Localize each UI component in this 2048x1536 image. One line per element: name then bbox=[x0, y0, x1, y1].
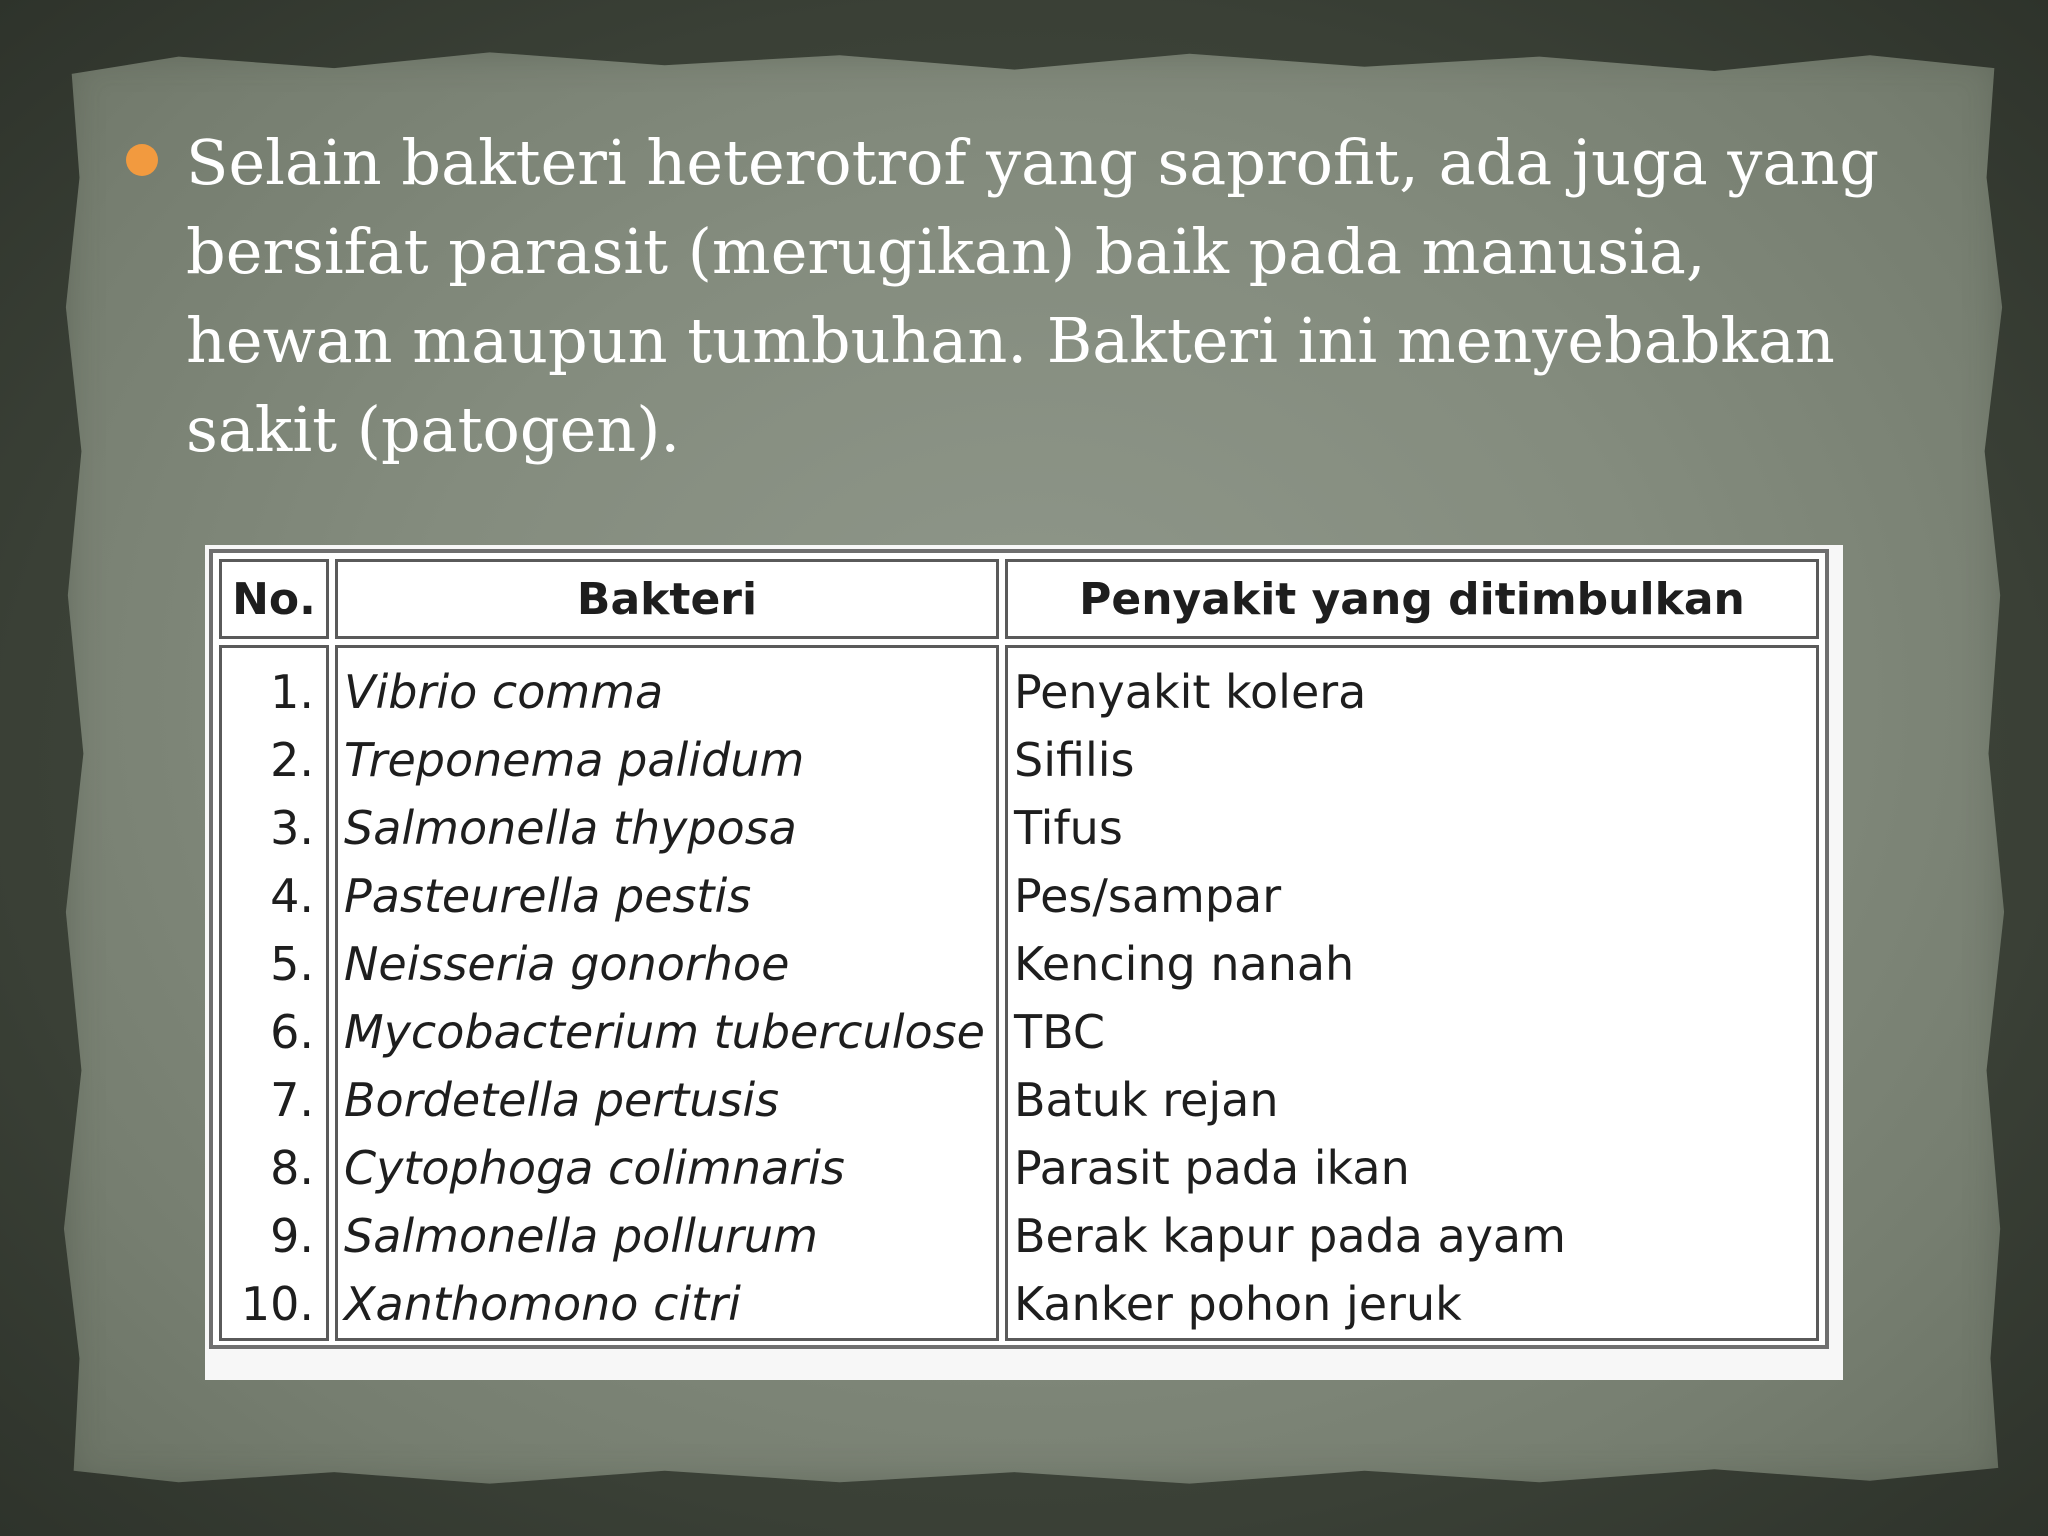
row-no: 5. bbox=[270, 937, 314, 991]
row-penyakit: TBC bbox=[1014, 1005, 1105, 1059]
row-penyakit: Kanker pohon jeruk bbox=[1014, 1277, 1462, 1331]
row-penyakit: Batuk rejan bbox=[1014, 1073, 1279, 1127]
bullet-dot-icon bbox=[126, 144, 158, 176]
row-no: 4. bbox=[270, 869, 314, 923]
row-penyakit: Berak kapur pada ayam bbox=[1014, 1209, 1566, 1263]
column-bakteri bbox=[335, 645, 999, 1341]
row-penyakit: Sifilis bbox=[1014, 733, 1135, 787]
row-penyakit: Parasit pada ikan bbox=[1014, 1141, 1410, 1195]
row-penyakit: Pes/sampar bbox=[1014, 869, 1282, 923]
bullet-text: Selain bakteri heterotrof yang saprofit, ada juga yang bersifat parasit (merugikan) baik pada manusia, hewan maupun tumbuhan. Bakteri ini menyebabkan sakit (patogen). bbox=[186, 126, 1880, 466]
bacteria-disease-table bbox=[213, 553, 1825, 1347]
row-bakteri: Salmonella thyposa bbox=[344, 801, 797, 855]
header-no: No. bbox=[219, 559, 329, 639]
table-frame bbox=[209, 549, 1829, 1349]
row-no: 6. bbox=[270, 1005, 314, 1059]
row-bakteri: Salmonella pollurum bbox=[344, 1209, 818, 1263]
row-bakteri: Vibrio comma bbox=[344, 665, 664, 719]
row-bakteri: Treponema palidum bbox=[344, 733, 805, 787]
row-penyakit: Kencing nanah bbox=[1014, 937, 1355, 991]
row-bakteri: Bordetella pertusis bbox=[344, 1073, 780, 1127]
bullet-point bbox=[126, 118, 1886, 474]
row-no: 7. bbox=[270, 1073, 314, 1127]
table-body-row bbox=[219, 645, 1819, 1341]
row-penyakit: Tifus bbox=[1014, 801, 1123, 855]
row-bakteri: Mycobacterium tuberculose bbox=[344, 1005, 985, 1059]
row-no: 2. bbox=[270, 733, 314, 787]
column-no bbox=[219, 645, 329, 1341]
table-image-panel bbox=[205, 545, 1843, 1380]
row-penyakit: Penyakit kolera bbox=[1014, 665, 1367, 719]
row-no: 1. bbox=[270, 665, 314, 719]
column-penyakit bbox=[1005, 645, 1819, 1341]
header-bakteri: Bakteri bbox=[335, 559, 999, 639]
row-bakteri: Neisseria gonorhoe bbox=[344, 937, 790, 991]
row-no: 9. bbox=[270, 1209, 314, 1263]
row-bakteri: Cytophoga colimnaris bbox=[344, 1141, 845, 1195]
row-no: 8. bbox=[270, 1141, 314, 1195]
table-header-row bbox=[219, 559, 1819, 639]
row-bakteri: Xanthomono citri bbox=[344, 1277, 741, 1331]
row-no: 3. bbox=[270, 801, 314, 855]
row-no: 10. bbox=[240, 1277, 314, 1331]
row-bakteri: Pasteurella pestis bbox=[344, 869, 752, 923]
header-penyakit: Penyakit yang ditimbulkan bbox=[1005, 559, 1819, 639]
